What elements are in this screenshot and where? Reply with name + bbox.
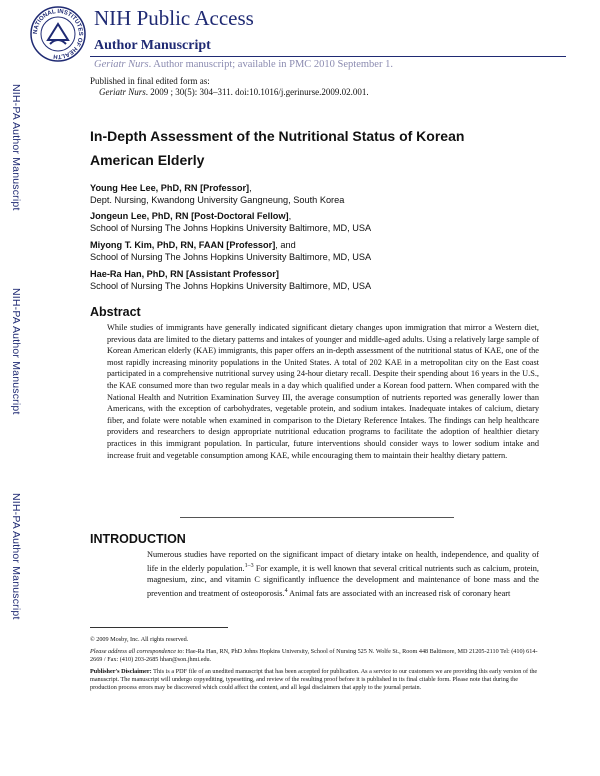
svg-text:NATIONAL INSTITUTES OF HEALTH: NATIONAL INSTITUTES OF HEALTH — [32, 8, 84, 60]
article-title: In-Depth Assessment of the Nutritional Status of Korean American Elderly — [90, 128, 465, 168]
reference-link[interactable]: 1–3 — [244, 562, 254, 569]
author-block: Jongeun Lee, PhD, RN [Post-Doctoral Fellow], School of Nursing The Johns Hopkins University Baltimore, MD, USA — [90, 211, 372, 233]
copyright-note: © 2009 Mosby, Inc. All rights reserved. — [90, 636, 189, 643]
introduction-text: Numerous studies have reported on the significant impact of dietary intake on health, independence, and quality of life in the elderly population.$^{1-3}$ For example, it is well known that several critical nutrients such as calcium, protein, magnesium, zinc, and vitamin C significantly influence the development and maintenance of bone mass and the prevention and treatment of osteoporosis.$^4$ Animal fats are associated with an increased risk of coronary heart — [147, 550, 539, 598]
author-block: Miyong T. Kim, PhD, RN, FAAN [Professor], and School of Nursing The Johns Hopkins University Baltimore, MD, USA — [90, 240, 372, 262]
header-title: NIH Public Access — [94, 6, 254, 30]
section-divider — [180, 517, 454, 518]
footnote-divider — [90, 627, 228, 628]
introduction-heading: INTRODUCTION — [90, 532, 186, 546]
abstract-text: While studies of immigrants have generally indicated significant dietary changes upon immigration that mirror a Western diet, previous data are limited to the dietary patterns and intakes of younger and middle-aged adults. Using a relatively large sample of Korean American elderly (KAE) immigrants, this paper offers an in-depth assessment of the nutritional status of KAE, one of the most rapidly increasing minority populations in the United States. A total of 202 KAE in a metropolitan city on the East coast participated in a comprehensive nutritional survey using 24-hour dietary recall. Despite their spending about 16 years in the U.S., the KAE consumed more than two regular meals in a day which qualified under a Korean food pattern. When compared with the National Health and Nutrition Examination Survey III, the average consumption of nutrients reported was generally lower than Americans, with the exception of carbohydrates, vegetable protein, and sodium intakes. Inadequate intakes of calcium, dietary fiber, and folate were notable when examined in comparison to the Dietary Reference Intakes. The findings can help healthcare providers and researchers to design appropriate nutritional education programs to facilitate the adoption of healthier dietary practices in this immigrant population. In particular, future interventions should consider ways to lower sodium intake and increase fruit and vegetable consumption among KAE, while encouraging them to maintain their healthy dietary pattern. — [107, 323, 539, 460]
sidebar-label-middle: NIH-PA Author Manuscript — [10, 288, 22, 415]
header-subtitle: Author Manuscript — [94, 38, 211, 53]
published-label: Published in final edited form as: — [90, 76, 210, 86]
sidebar-label-bottom: NIH-PA Author Manuscript — [10, 493, 22, 620]
correspondence-note: Please address all correspondence to: Hae-Ra Han, RN, PhD Johns Hopkins University, School of Nursing 525 N. Wolfe St., Room 448 Baltimore, MD 21205-2110 Tel: (410) 614-2669 / Fax: (410) 203-2685 hhan@son.jhmi.edu. — [90, 648, 538, 664]
nih-seal-logo — [30, 6, 86, 62]
abstract-heading: Abstract — [90, 305, 141, 319]
published-citation: Geriatr Nurs. 2009 ; 30(5): 304–311. doi:10.1016/j.gerinurse.2009.02.001. — [99, 87, 369, 97]
reference-link[interactable]: 4 — [284, 587, 288, 594]
header-availability: Geriatr Nurs. Author manuscript; available in PMC 2010 September 1. — [94, 59, 393, 70]
author-block: Hae-Ra Han, PhD, RN [Assistant Professor] School of Nursing The Johns Hopkins University Baltimore, MD, USA — [90, 269, 372, 291]
publisher-disclaimer: Publisher's Disclaimer: This is a PDF file of an unedited manuscript that has been accepted for publication. As a service to our customers we are providing this early version of the manuscript. The manuscript will undergo copyediting, typesetting, and review of the resulting proof before it is published in its final citable form. Please note that during the production process errors may be discovered which could affect the content, and all legal disclaimers that apply to the journal pertain. — [90, 668, 538, 692]
author-block: Young Hee Lee, PhD, RN [Professor], Dept. Nursing, Kwandong University Gangneung, South Korea — [90, 183, 345, 205]
header-divider — [90, 56, 566, 57]
sidebar-label-top: NIH-PA Author Manuscript — [10, 84, 22, 211]
